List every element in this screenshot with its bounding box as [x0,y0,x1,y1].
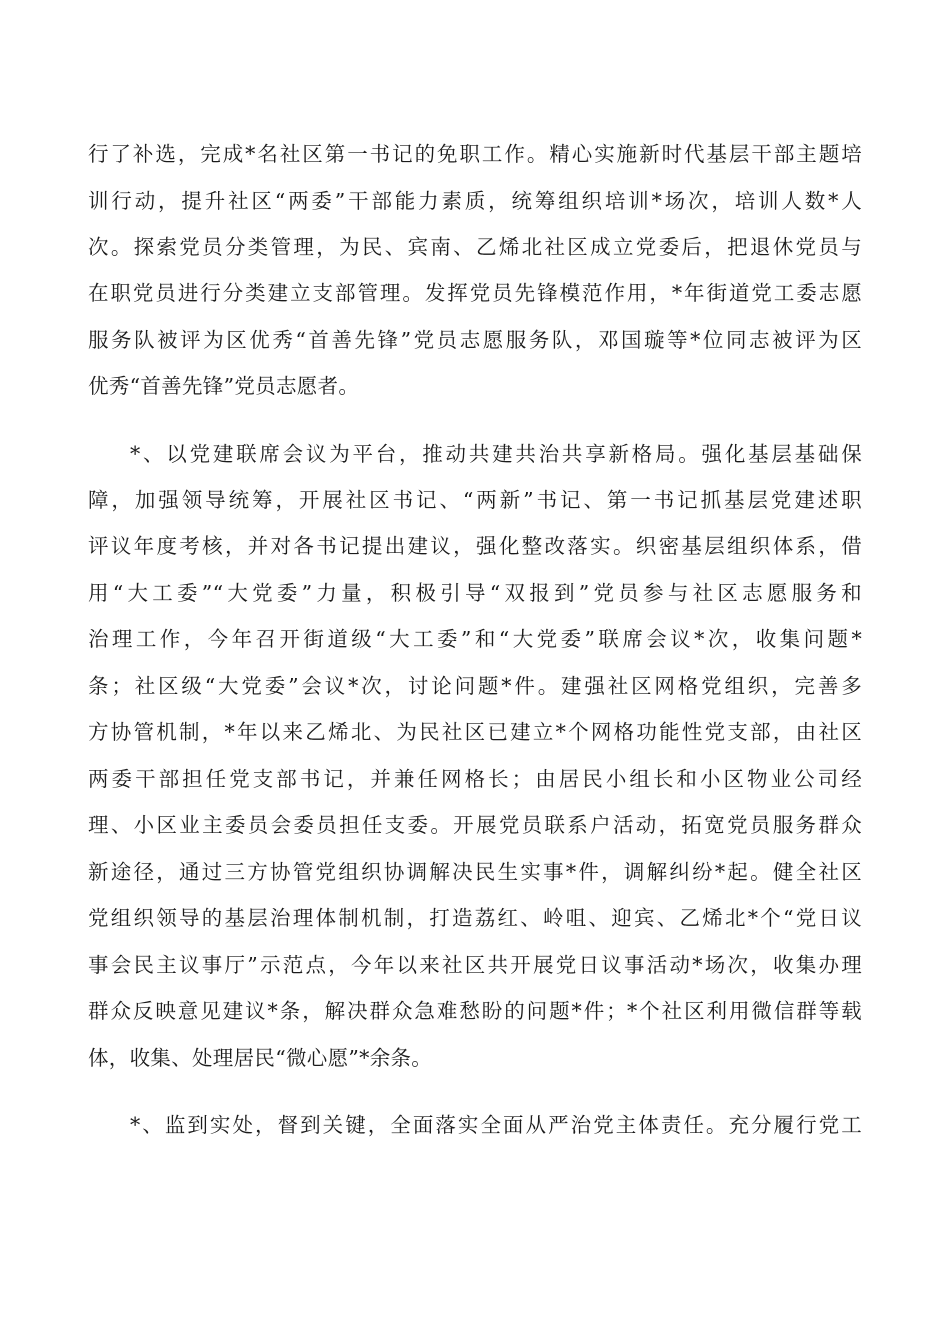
text-line: 群众反映意见建议*条，解决群众急难愁盼的问题*件；*个社区利用微信群等载 [88,999,862,1023]
text-line: 用“大工委”“大党委”力量，积极引导“双报到”党员参与社区志愿服务和 [88,581,862,605]
text-line: 两委干部担任党支部书记，并兼任网格长；由居民小组长和小区物业公司经 [88,767,862,791]
text-line: 评议年度考核，并对各书记提出建议，强化整改落实。织密基层组织体系，借 [88,534,862,558]
text-line: 行了补选，完成*名社区第一书记的免职工作。精心实施新时代基层干部主题培 [88,142,862,166]
text-line: 障，加强领导统筹，开展社区书记、“两新”书记、第一书记抓基层党建述职 [88,488,862,512]
text-line: 次。探索党员分类管理，为民、宾南、乙烯北社区成立党委后，把退休党员与 [88,235,862,259]
text-line: 党组织领导的基层治理体制机制，打造荔红、岭咀、迎宾、乙烯北*个“党日议 [88,906,862,930]
text-line: 条；社区级“大党委”会议*次，讨论问题*件。建强社区网格党组织，完善多 [88,674,862,698]
text-line: 治理工作，今年召开街道级“大工委”和“大党委”联席会议*次，收集问题* [88,627,862,651]
text-line: 在职党员进行分类建立支部管理。发挥党员先锋模范作用，*年街道党工委志愿 [88,281,862,305]
text-line: 服务队被评为区优秀“首善先锋”党员志愿服务队，邓国璇等*位同志被评为区 [88,328,862,352]
text-line: 新途径，通过三方协管党组织协调解决民生实事*件，调解纠纷*起。健全社区 [88,860,862,884]
text-line: 优秀“首善先锋”党员志愿者。 [88,374,360,398]
text-line: 事会民主议事厅”示范点，今年以来社区共开展党日议事活动*场次，收集办理 [88,953,862,977]
text-line: 方协管机制，*年以来乙烯北、为民社区已建立*个网格功能性党支部，由社区 [88,720,862,744]
text-line: *、监到实处，督到关键，全面落实全面从严治党主体责任。充分履行党工 [130,1113,862,1137]
text-line: 理、小区业主委员会委员担任支委。开展党员联系户活动，拓宽党员服务群众 [88,813,862,837]
text-line: 体，收集、处理居民“微心愿”*余条。 [88,1046,433,1070]
text-line: 训行动，提升社区“两委”干部能力素质，统筹组织培训*场次，培训人数*人 [88,189,862,213]
text-line: *、以党建联席会议为平台，推动共建共治共享新格局。强化基层基础保 [130,442,862,466]
